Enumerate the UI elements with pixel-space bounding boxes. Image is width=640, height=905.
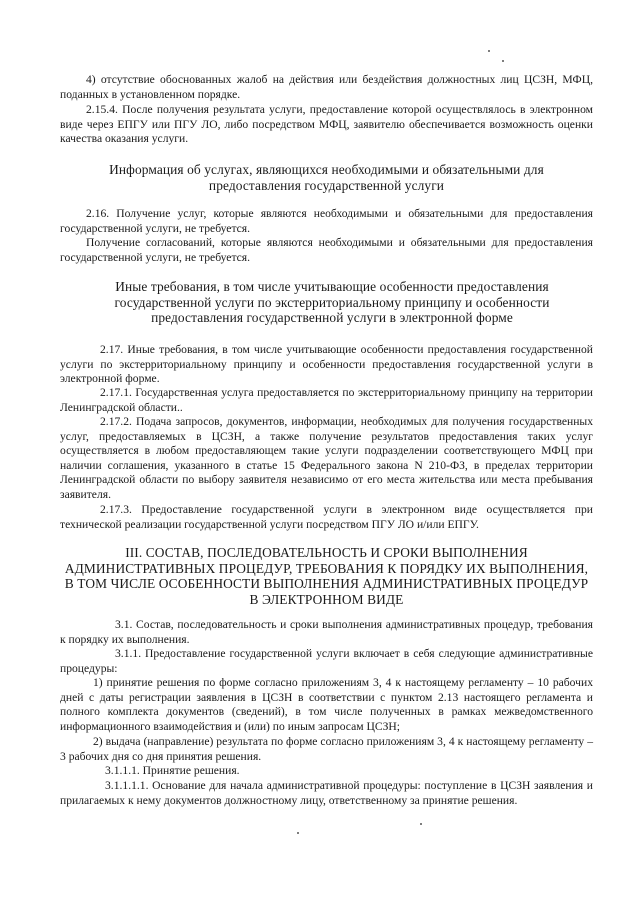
heading-section-3: III. СОСТАВ, ПОСЛЕДОВАТЕЛЬНОСТЬ И СРОКИ ВЫПОЛНЕНИЯ АДМИНИСТРАТИВНЫХ ПРОЦЕДУР, ТРЕБОВАНИЯ К ПОРЯДКУ ИХ ВЫПОЛНЕНИЯ, В ТОМ ЧИСЛЕ ОСОБЕННОСТИ ВЫПОЛНЕНИЯ АДМИНИСТРАТИВНЫХ ПРОЦЕДУР В ЭЛЕКТРОННОМ ВИДЕ	[64, 545, 589, 607]
paragraph-2-17-1: 2.17.1. Государственная услуга предоставляется по экстерриториальному принципу на территории Ленинградской области..	[60, 386, 593, 414]
paragraph-2-17: 2.17. Иные требования, в том числе учитывающие особенности предоставления государственной услуги по экстерриториальному принципу и особенности предоставления государственной услуги в электронной форме.	[60, 343, 593, 386]
heading-other-requirements: Иные требования, в том числе учитывающие особенности предоставления государственной услуги по экстерриториальному принципу и особенности предоставления государственной услуги в электронной форме	[114, 279, 550, 326]
scan-speck	[297, 832, 299, 834]
paragraph-3-1: 3.1. Состав, последовательность и сроки выполнения административных процедур, требования к порядку их выполнения.	[60, 618, 593, 646]
scan-speck	[420, 823, 422, 825]
paragraph-2-16: 2.16. Получение услуг, которые являются необходимыми и обязательными для предоставления государственной услуги, не требуется.	[60, 207, 593, 235]
scan-speck	[488, 50, 490, 52]
paragraph-3-1-1-1: 3.1.1.1. Принятие решения.	[105, 764, 240, 777]
paragraph-procedure-2: 2) выдача (направление) результата по форме согласно приложениям 3, 4 к настоящему регламенту – 3 рабочих дня со дня принятия решения.	[60, 735, 593, 763]
paragraph-3-1-1: 3.1.1. Предоставление государственной услуги включает в себя следующие административные процедуры:	[60, 647, 593, 675]
scan-speck	[502, 60, 504, 62]
paragraph-3-1-1-1-1: 3.1.1.1.1. Основание для начала административной процедуры: поступление в ЦСЗН заявления и прилагаемых к нему документов должностному лицу, ответственному за принятие решения.	[60, 779, 593, 807]
paragraph-procedure-1: 1) принятие решения по форме согласно приложениям 3, 4 к настоящему регламенту – 10 рабочих дней с даты регистрации заявления в ЦСЗН в соответствии с пунктом 2.13 настоящего регламента и полного комплекта документов (сведений), в том числе полученных в рамках межведомственного информационного взаимодействия и (или) по иным запросам ЦСЗН;	[60, 676, 593, 733]
paragraph-approvals: Получение согласований, которые являются необходимыми и обязательными для предоставления государственной услуги, не требуется.	[60, 236, 593, 264]
paragraph-2-15-4: 2.15.4. После получения результата услуги, предоставление которой осуществлялось в электронном виде через ЕПГУ или ПГУ ЛО, либо посредством МФЦ, заявителю обеспечивается возможность оценки качества оказания услуги.	[60, 103, 593, 146]
paragraph-2-17-2: 2.17.2. Подача запросов, документов, информации, необходимых для получения государственных услуг, предоставляемых в ЦСЗН, а также получение результатов предоставления таких услуг осуществляется в любом предоставляющем такие услуги подразделении соответствующего МФЦ при наличии соглашения, указанного в статье 15 Федерального закона N 210-ФЗ, в пределах территории Ленинградской области по выбору заявителя независимо от его места жительства или места пребывания заявителя.	[60, 415, 593, 501]
heading-required-services: Информация об услугах, являющихся необходимыми и обязательными для предоставления государственной услуги	[109, 162, 544, 193]
paragraph-2-17-3: 2.17.3. Предоставление государственной услуги в электронном виде осуществляется при технической реализации государственной услуги посредством ПГУ ЛО и/или ЕПГУ.	[60, 503, 593, 531]
paragraph-complaints-condition: 4) отсутствие обоснованных жалоб на действия или бездействия должностных лиц ЦСЗН, МФЦ, поданных в установленном порядке.	[60, 73, 593, 101]
